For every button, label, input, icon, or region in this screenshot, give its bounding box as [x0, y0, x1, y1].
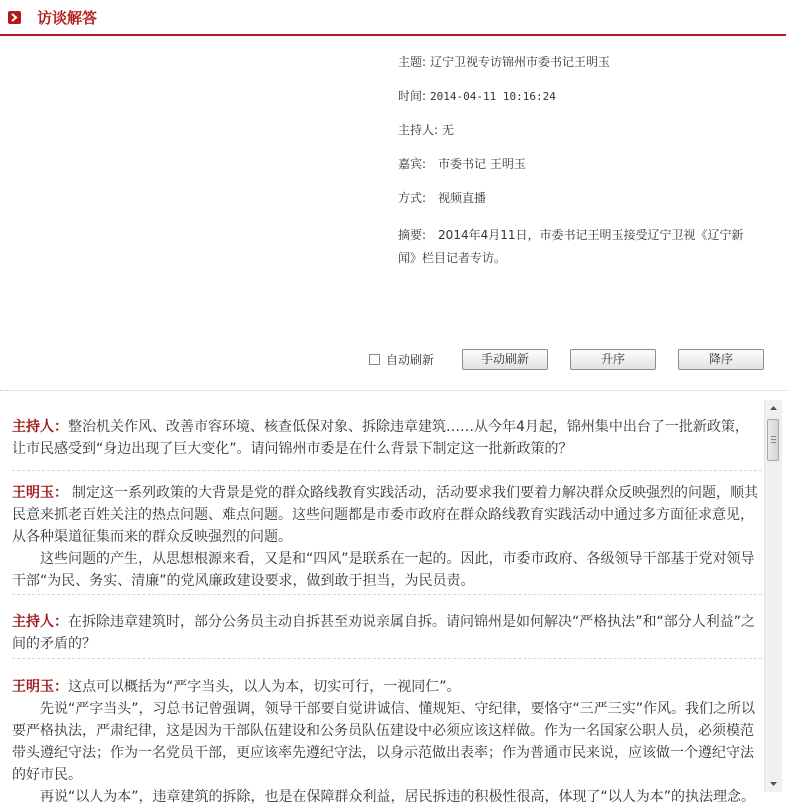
question-text: 在拆除违章建筑时，部分公务员主动自拆甚至劝说亲属自拆。请问锦州是如何解决“严格执法”和“部分人利益”之间的矛盾的？ [12, 614, 756, 652]
grip-line [771, 442, 776, 443]
sort-asc-button[interactable]: 升序 [570, 349, 656, 370]
guest-label: 嘉宾: [398, 157, 427, 171]
arrow-right-icon [8, 11, 21, 24]
summary-row [398, 224, 758, 270]
answer-paragraph: 这点可以概括为“严字当头，以人为本，切实可行，一视同仁”。 [68, 679, 461, 695]
summary-label: 摘要: [398, 228, 427, 242]
summary-value: 2014年4月11日，市委书记王明玉接受辽宁卫视《辽宁新闻》栏目记者专访。 [398, 228, 744, 265]
question-2 [12, 611, 758, 655]
host-value: 无 [442, 123, 455, 137]
chat-transcript [0, 404, 760, 805]
host-label: 主持人: [398, 123, 439, 137]
message-divider [12, 594, 762, 595]
auto-refresh-label: 自动刷新 [386, 353, 435, 367]
answer-paragraph: 这些问题的产生，从思想根源来看，又是和“四风”是联系在一起的。因此，市委市政府、各级领导干部基于党对领导干部“为民、务实、清廉”的党风廉政建设要求，做到敢于担当，为民员责。 [12, 551, 755, 589]
auto-refresh-checkbox[interactable] [369, 354, 380, 365]
guest-speaker: 王明玉： [12, 679, 68, 695]
answer-paragraph: 再说“以人为本”，违章建筑的拆除，也是在保障群众利益，居民拆违的积极性很高，体现了“以人为本”的执法理念。 [40, 789, 756, 805]
grip-line [771, 436, 776, 437]
time-row [398, 88, 556, 105]
chat-scrollbar[interactable] [764, 400, 782, 792]
time-label: 时间: [398, 89, 427, 103]
auto-refresh-toggle[interactable] [369, 351, 434, 368]
sort-desc-button[interactable]: 降序 [678, 349, 764, 370]
topic-row [398, 54, 610, 70]
message-divider [12, 470, 762, 471]
answer-2 [12, 676, 758, 808]
host-speaker: 主持人： [12, 614, 68, 630]
controls-bar [0, 349, 788, 371]
host-speaker: 主持人： [12, 419, 68, 435]
message-divider [12, 658, 762, 659]
scroll-up-arrow-icon[interactable] [765, 400, 782, 417]
mode-row [398, 190, 486, 206]
topic-label: 主题: [398, 55, 427, 69]
answer-paragraph: 先说“严字当头”，习总书记曾强调，领导干部要自觉讲诚信、懂规矩、守纪律，要恪守“三严三实”作风。我们之所以要严格执法，严肃纪律，这是因为干部队伍建设和公务员队伍建设中必须应该这样做。作为一名国家公职人员，必须模范带头遵纪守法；作为一名党员干部，更应该率先遵纪守法，以身示范做出表率；作为普通市民来说，应该做一个遵纪守法的好市民。 [12, 701, 756, 783]
question-text: 整治机关作风、改善市容环境、核查低保对象、拆除违章建筑……从今年4月起，锦州集中出台了一批新政策，让市民感受到“身边出现了巨大变化”。请问锦州市委是在什么背景下制定这一批新政策的？ [12, 419, 749, 457]
answer-1 [12, 482, 758, 592]
time-value: 2014-04-11 10:16:24 [430, 90, 556, 103]
question-1 [12, 416, 758, 460]
mode-value: 视频直播 [438, 191, 487, 205]
topic-value: 辽宁卫视专访锦州市委书记王明玉 [430, 55, 611, 69]
answer-paragraph: 制定这一系列政策的大背景是党的群众路线教育实践活动，活动要求我们要着力解决群众反映强烈的问题，顺其民意来抓老百姓关注的热点问题、难点问题。这些问题都是市委市政府在群众路线教育实践活动中通过多方面征求意见，从各种渠道征集而来的群众反映强烈的问题。 [12, 485, 758, 545]
grip-line [771, 439, 776, 440]
guest-row [398, 156, 526, 172]
guest-speaker: 王明玉： [12, 485, 68, 501]
section-header [0, 0, 786, 36]
section-title: 访谈解答 [37, 9, 98, 27]
scroll-down-arrow-icon[interactable] [765, 775, 782, 792]
manual-refresh-button[interactable]: 手动刷新 [462, 349, 548, 370]
guest-value: 市委书记 王明玉 [438, 157, 526, 171]
scroll-thumb[interactable] [767, 419, 779, 461]
host-row [398, 122, 454, 138]
mode-label: 方式: [398, 191, 427, 205]
section-divider [0, 390, 788, 391]
